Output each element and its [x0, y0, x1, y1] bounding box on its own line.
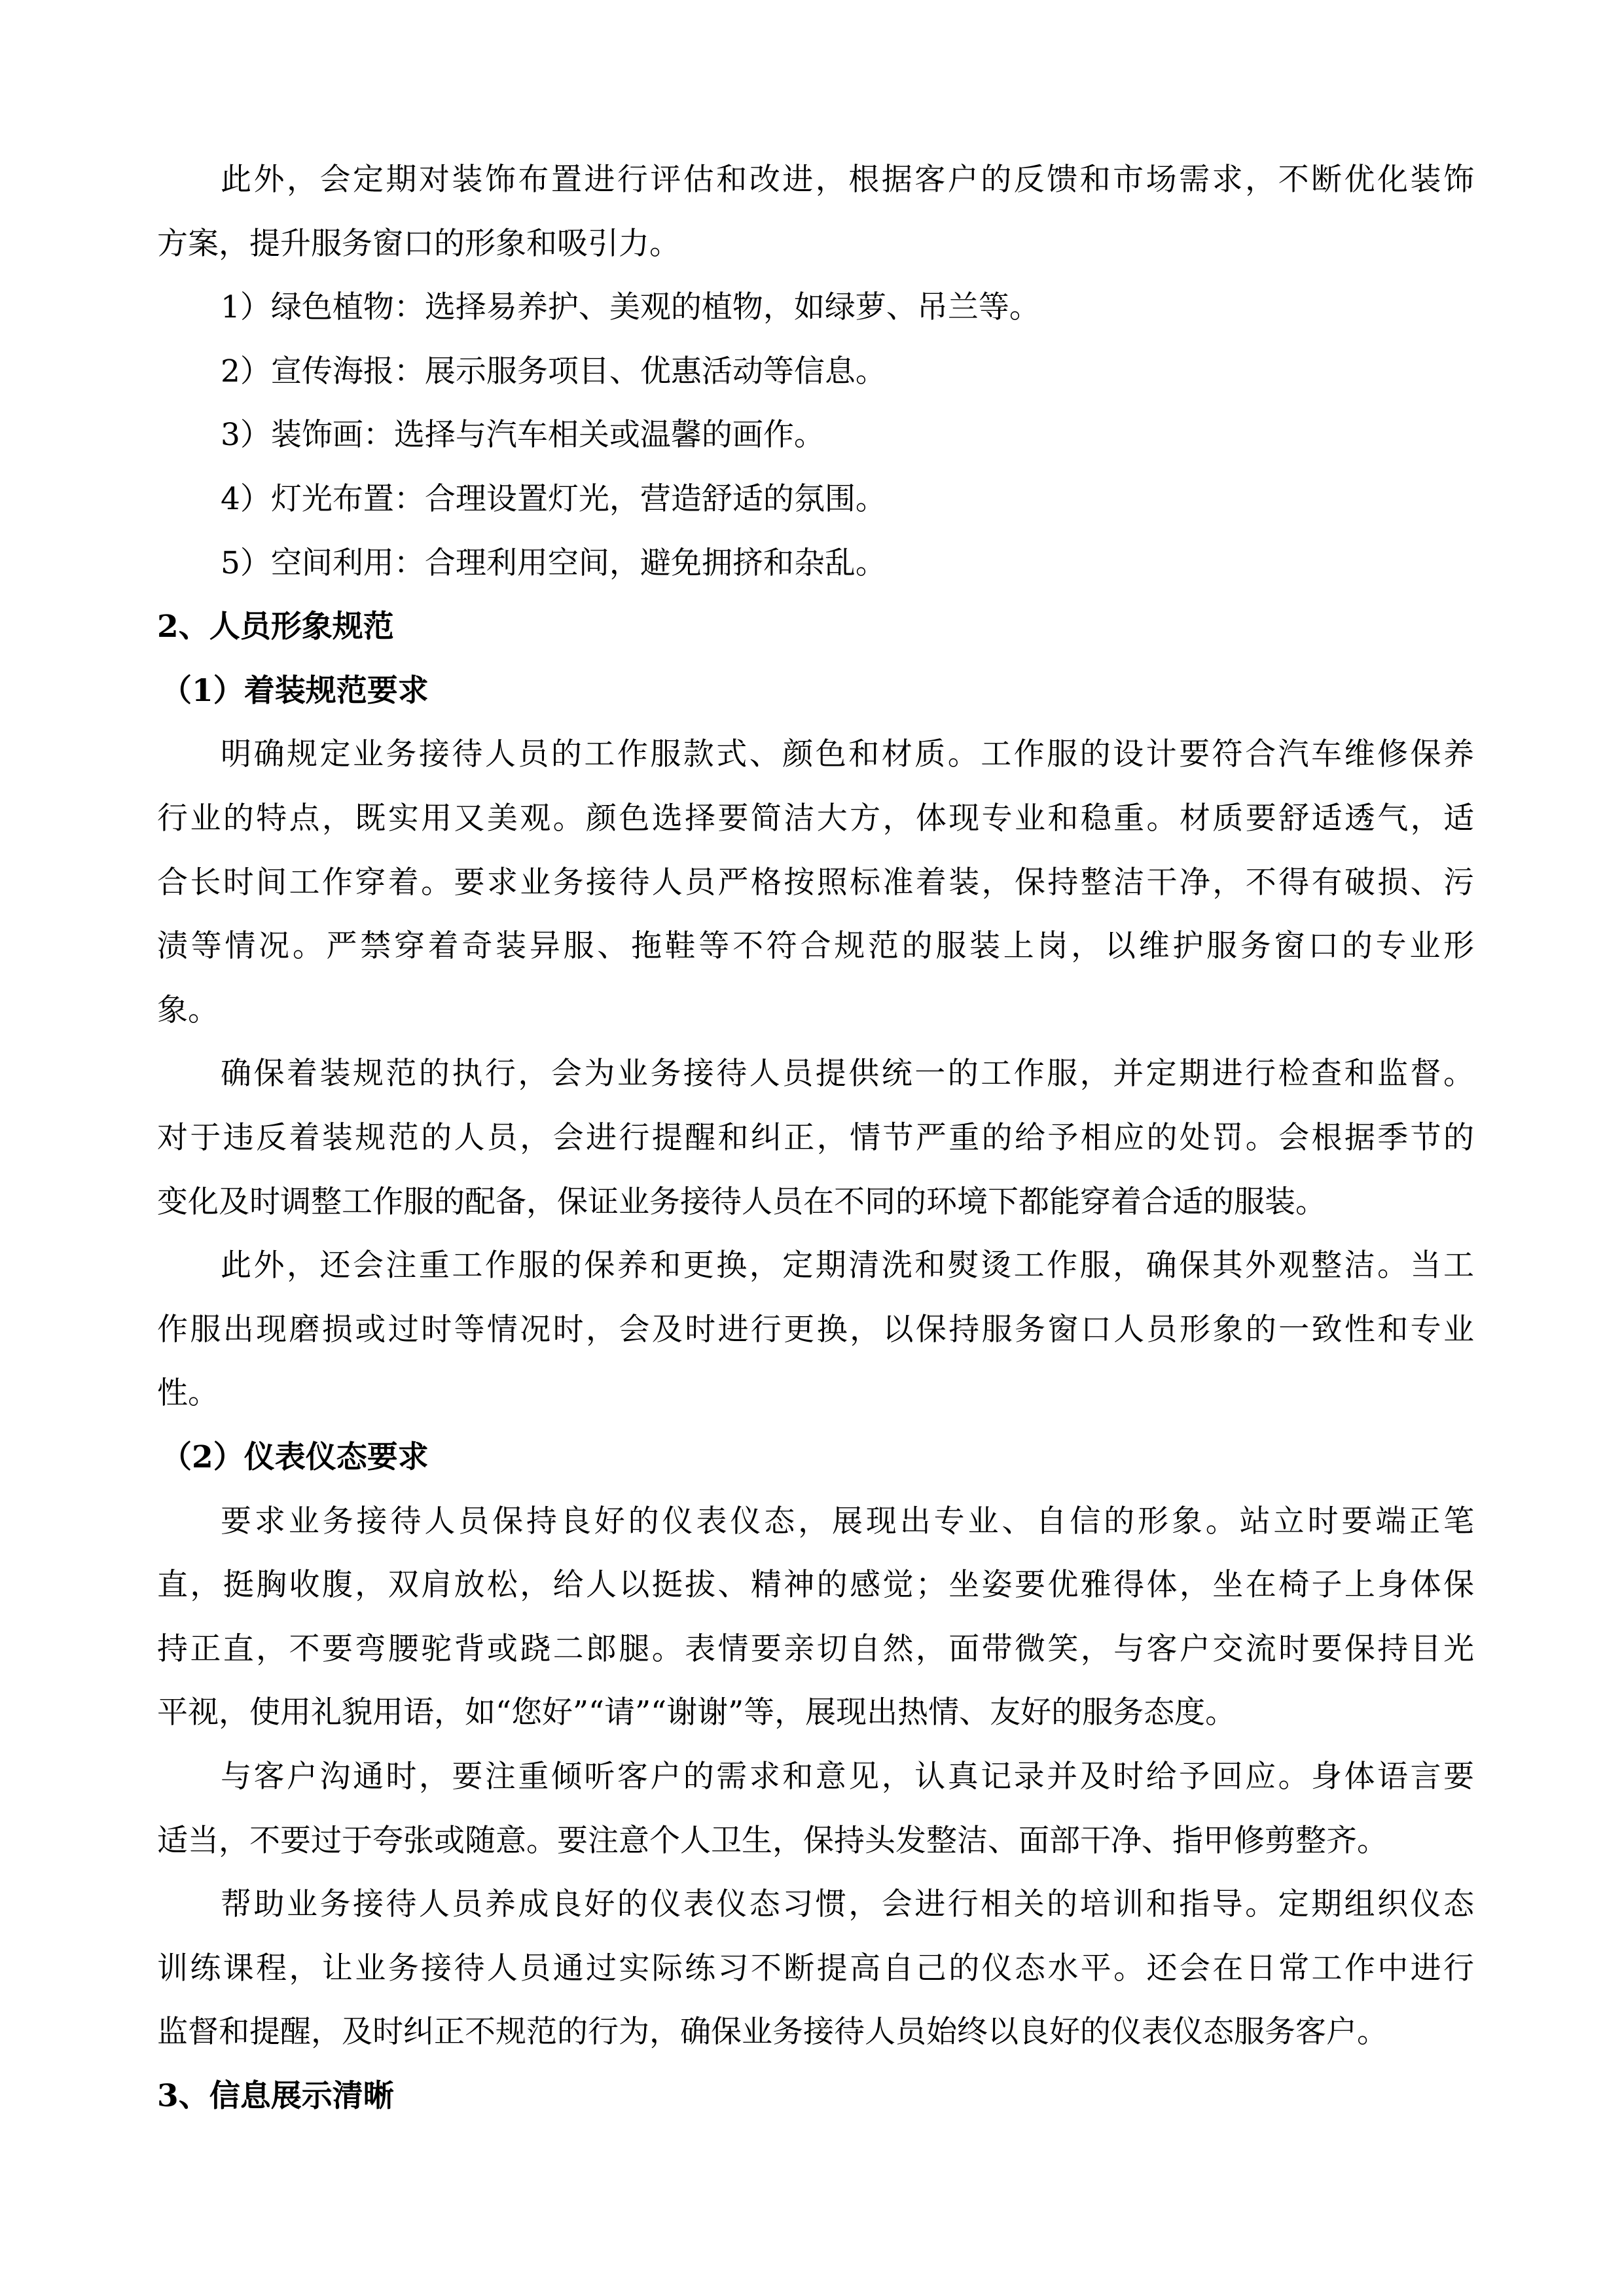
paragraph-line: 合长时间工作穿着。要求业务接待人员严格按照标准着装，保持整洁干净，不得有破损、污	[157, 864, 1474, 901]
list-item: 2）宣传海报：展示服务项目、优惠活动等信息。	[221, 353, 886, 389]
paragraph-line: 持正直，不要弯腰驼背或跷二郎腿。表情要亲切自然，面带微笑，与客户交流时要保持目光	[157, 1630, 1474, 1667]
paragraph-line: 对于违反着装规范的人员，会进行提醒和纠正，情节严重的给予相应的处罚。会根据季节的	[157, 1120, 1474, 1156]
paragraph-line: 方案，提升服务窗口的形象和吸引力。	[157, 225, 680, 262]
list-item: 3）装饰画：选择与汽车相关或温馨的画作。	[221, 417, 825, 454]
paragraph-line: 确保着装规范的执行，会为业务接待人员提供统一的工作服，并定期进行检查和监督。	[221, 1056, 1474, 1092]
paragraph-line: 渍等情况。严禁穿着奇装异服、拖鞋等不符合规范的服装上岗，以维护服务窗口的专业形	[157, 928, 1474, 965]
paragraph-line: 平视，使用礼貌用语，如“您好”“请”“谢谢”等，展现出热情、友好的服务态度。	[157, 1695, 1236, 1731]
paragraph-line: 象。	[157, 992, 219, 1028]
list-item: 4）灯光布置：合理设置灯光，营造舒适的氛围。	[221, 481, 886, 517]
paragraph-line: 此外，还会注重工作服的保养和更换，定期清洗和熨烫工作服，确保其外观整洁。当工	[221, 1247, 1474, 1284]
paragraph-line: 要求业务接待人员保持良好的仪表仪态，展现出专业、自信的形象。站立时要端正笔	[221, 1503, 1474, 1539]
paragraph-line: 变化及时调整工作服的配备，保证业务接待人员在不同的环境下都能穿着合适的服装。	[157, 1183, 1326, 1220]
paragraph-line: 行业的特点，既实用又美观。颜色选择要简洁大方，体现专业和稳重。材质要舒适透气，适	[157, 800, 1474, 836]
paragraph-line: 明确规定业务接待人员的工作服款式、颜色和材质。工作服的设计要符合汽车维修保养	[221, 736, 1474, 773]
list-item: 1）绿色植物：选择易养护、美观的植物，如绿萝、吊兰等。	[221, 289, 1040, 326]
paragraph-line: 适当，不要过于夸张或随意。要注意个人卫生，保持头发整洁、面部干净、指甲修剪整齐。	[157, 1822, 1388, 1859]
section-heading: 2、人员形象规范	[157, 609, 394, 645]
paragraph-line: 直，挺胸收腹，双肩放松，给人以挺拔、精神的感觉；坐姿要优雅得体，坐在椅子上身体保	[157, 1567, 1474, 1604]
subsection-heading: （1）着装规范要求	[161, 672, 429, 709]
paragraph-line: 性。	[157, 1375, 219, 1412]
paragraph-line: 此外，会定期对装饰布置进行评估和改进，根据客户的反馈和市场需求，不断优化装饰	[221, 162, 1474, 198]
subsection-heading: （2）仪表仪态要求	[161, 1439, 429, 1475]
paragraph-line: 训练课程，让业务接待人员通过实际练习不断提高自己的仪态水平。还会在日常工作中进行	[157, 1950, 1474, 1986]
paragraph-line: 帮助业务接待人员养成良好的仪表仪态习惯，会进行相关的培训和指导。定期组织仪态	[221, 1886, 1474, 1923]
paragraph-line: 作服出现磨损或过时等情况时，会及时进行更换，以保持服务窗口人员形象的一致性和专业	[157, 1311, 1474, 1348]
paragraph-line: 监督和提醒，及时纠正不规范的行为，确保业务接待人员始终以良好的仪表仪态服务客户。	[157, 2014, 1388, 2051]
paragraph-line: 与客户沟通时，要注重倾听客户的需求和意见，认真记录并及时给予回应。身体语言要	[221, 1759, 1474, 1795]
list-item: 5）空间利用：合理利用空间，避免拥挤和杂乱。	[221, 545, 886, 581]
section-heading: 3、信息展示清晰	[157, 2078, 394, 2114]
